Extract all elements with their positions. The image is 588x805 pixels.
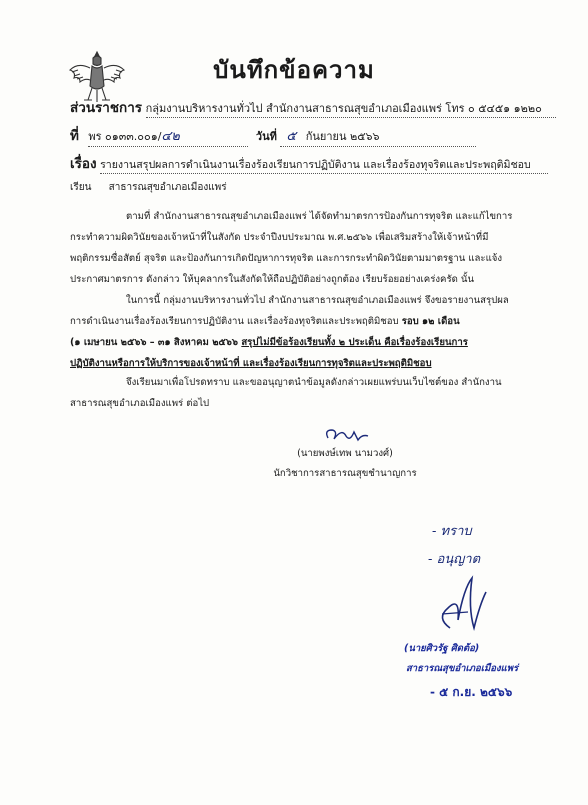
approver-position-stamp: สาธารณสุขอำเภอเมืองแพร่: [406, 663, 519, 674]
department-row: [70, 96, 556, 118]
signature-handwritten: [322, 424, 372, 446]
recipient-label: เรียน: [70, 182, 92, 193]
subject-row: [70, 152, 548, 174]
subject-value: รายงานสรุปผลการดำเนินงานเรื่องร้องเรียนการปฏิบัติงาน และเรื่องร้องทุจริตและประพฤติมิชอบ: [100, 156, 548, 174]
reference-number-handwritten: ๔๒: [161, 129, 180, 144]
reference-row: [70, 124, 476, 147]
paragraph-2-line-1: ในการนี้ กลุ่มงานบริหารงานทั่วไป สำนักงานสาธารณสุขอำเภอเมืองแพร่ จึงขอรายงานสรุปผล: [126, 295, 509, 306]
paragraph-3: [70, 372, 524, 414]
department-value: กลุ่มงานบริหารงานทั่วไป สำนักงานสาธารณสุขอำเภอเมืองแพร่ โทร ๐ ๕๔๕๑ ๑๒๒๐: [146, 99, 556, 118]
summary-result: สรุปไม่มีข้อร้องเรียนทั้ง ๒ ประเด็น คือเรื่องร้องเรียนการ: [241, 337, 468, 348]
recipient-row: [70, 180, 227, 195]
approval-date-stamp: - ๕ ก.ย. ๒๕๖๖: [430, 685, 513, 699]
approver-signature-handwritten: [428, 568, 498, 640]
date-label: วันที่: [255, 130, 277, 143]
paragraph-1-line-4: ประกาศมาตรการ ดังกล่าว ให้บุคลากรในสังกัดให้ถือปฏิบัติอย่างถูกต้อง เรียบร้อยอย่างเคร่งครัด นั้น: [70, 274, 475, 285]
paragraph-2-line-3: [70, 332, 528, 353]
paragraph-3-line-2: สาธารณสุขอำเภอเมืองแพร่ ต่อไป: [70, 398, 210, 409]
document-title: บันทึกข้อความ: [213, 56, 375, 84]
paragraph-1-line-2: กระทำความผิดวินัยของเจ้าหน้าที่ในสังกัด ประจำปีงบประมาณ พ.ศ.๒๕๖๖ เพื่อเสริมสร้างให้เจ้าหน้าที่มี: [70, 232, 489, 243]
period-end: – ๓๑ สิงหาคม ๒๕๖๖: [146, 337, 242, 348]
paragraph-2-line-4: ปฏิบัติงานหรือการให้บริการของเจ้าหน้าที่ และเรื่องร้องเรียนการทุจริตและประพฤติมิชอบ: [70, 358, 432, 369]
recipient-value: สาธารณสุขอำเภอเมืองแพร่: [108, 182, 227, 193]
period-start: (๑ เมษายน ๒๕๖๖: [70, 337, 147, 348]
paragraph-1-line-1: ตามที่ สำนักงานสาธารณสุขอำเภอเมืองแพร่ ได้จัดทำมาตรการป้องกันการทุจริต และแก้ไขการ: [126, 211, 513, 222]
reference-value: พร ๐๑๓๓.๐๐๑/: [88, 130, 162, 143]
approval-note-acknowledged: - ทราบ: [432, 524, 472, 539]
signatory-position: นักวิชาการสาธารณสุขชำนาญการ: [273, 468, 417, 479]
subject-label: เรื่อง: [70, 156, 97, 172]
reference-label: ที่: [70, 128, 79, 144]
paragraph-2: [70, 290, 528, 374]
date-day-handwritten: ๕: [286, 129, 297, 144]
approval-note-permitted: - อนุญาต: [428, 552, 481, 567]
paragraph-2-line-2: [70, 311, 528, 332]
paragraph-1: [70, 206, 524, 290]
department-label: ส่วนราชการ: [70, 100, 143, 116]
paragraph-2-line-2-text: การดำเนินงานเรื่องร้องเรียนการปฏิบัติงาน และเรื่องร้องทุจริตและประพฤติมิชอบ: [70, 316, 402, 327]
approver-name-stamp: (นายศิวรัฐ ศิดต้อ): [404, 643, 480, 654]
summary-period-label: รอบ ๑๒ เดือน: [401, 316, 460, 327]
date-value: กันยายน ๒๕๖๖: [305, 130, 380, 143]
signatory-name: (นายพงษ์เทพ นามวงศ์): [297, 448, 393, 459]
paragraph-1-line-3: พฤติกรรมซื่อสัตย์ สุจริต และป้องกันการเกิดปัญหาการทุจริต และการกระทำผิดวินัยตามมาตรฐาน และแจ้ง: [70, 253, 503, 264]
paragraph-3-line-1: จึงเรียนมาเพื่อโปรดทราบ และขออนุญาตนำข้อมูลดังกล่าวเผยแพร่บนเว็บไซต์ของ สำนักงาน: [126, 377, 502, 388]
